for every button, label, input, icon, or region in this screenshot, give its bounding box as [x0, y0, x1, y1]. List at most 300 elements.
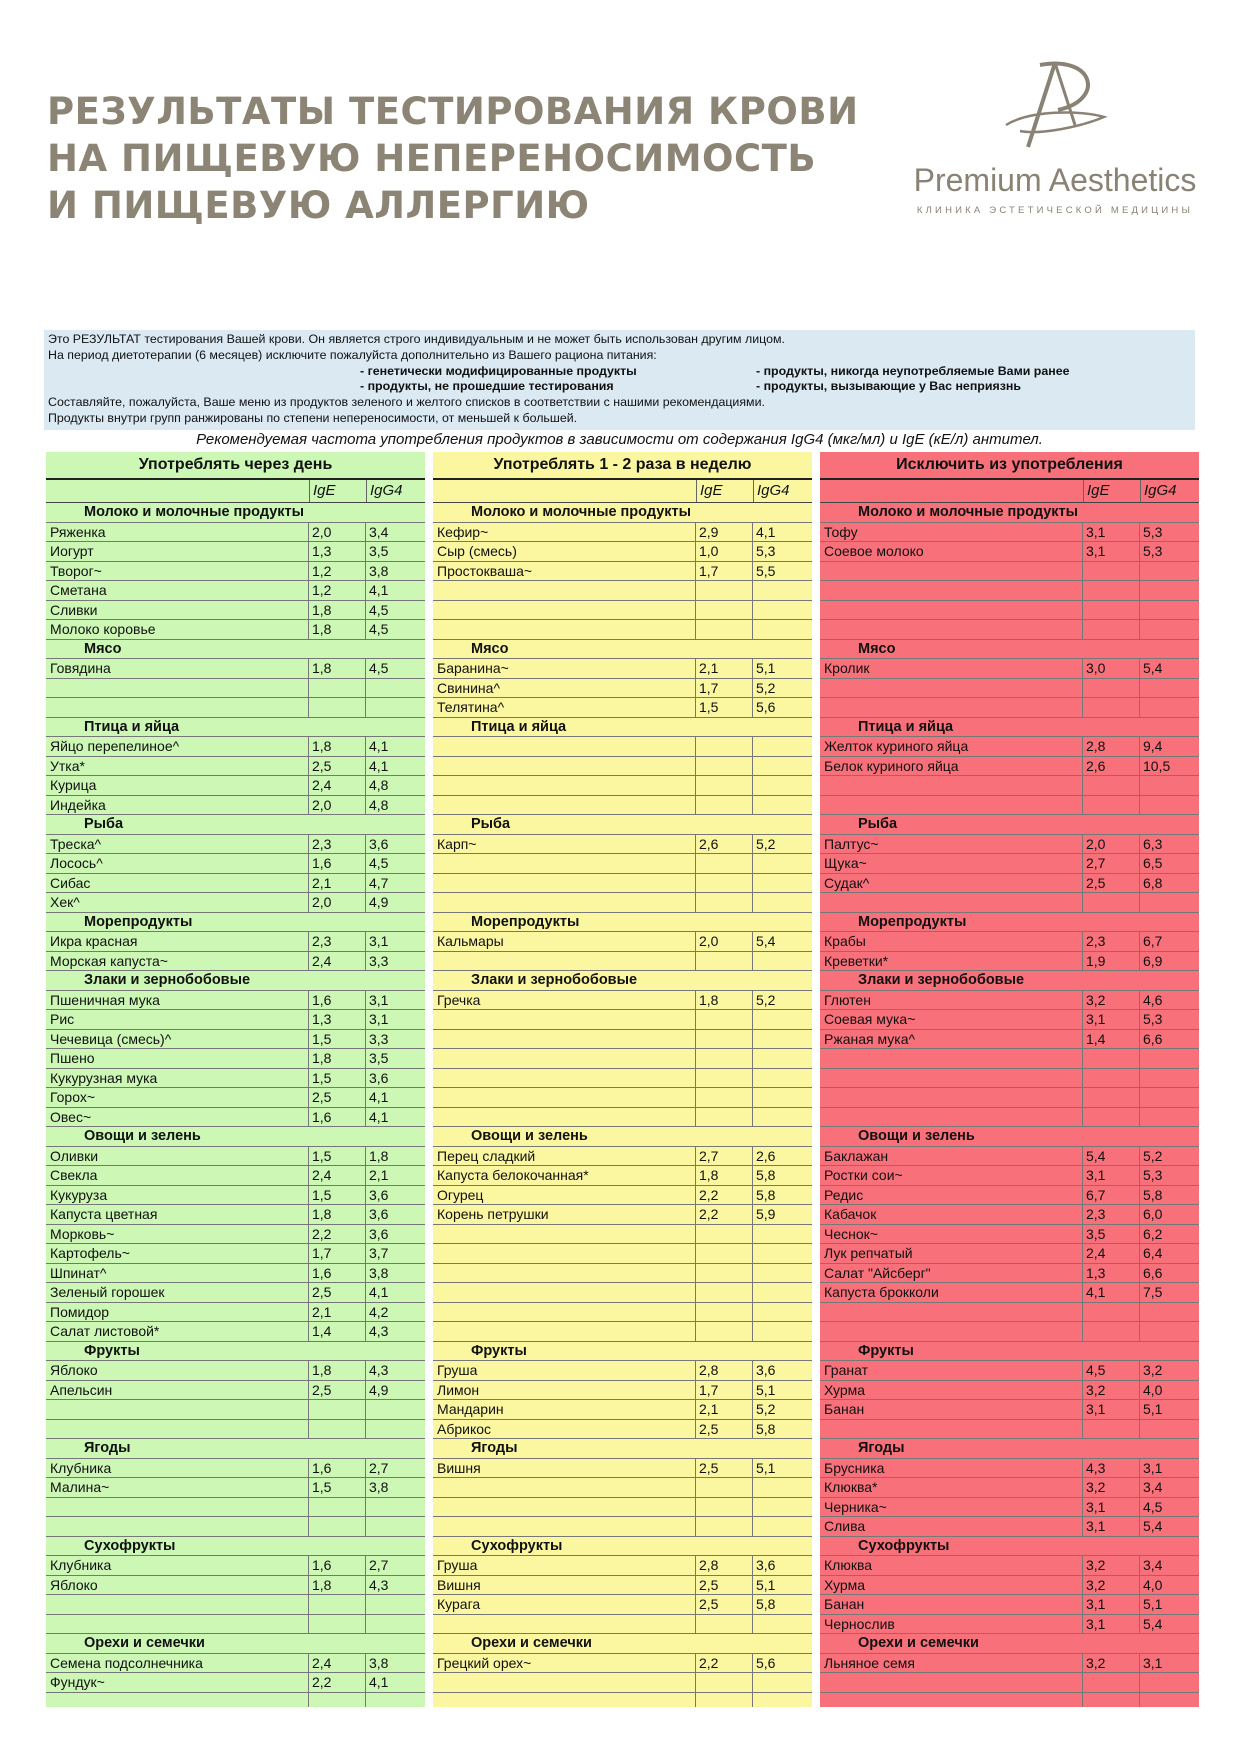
ige-value: 1,8 [696, 1166, 753, 1185]
table-row [46, 1147, 425, 1167]
product-name: Апельсин [46, 1381, 309, 1400]
ige-value: 3,2 [1083, 1556, 1140, 1575]
info-exclusions [48, 379, 1191, 395]
category-label: Орехи и семечки [84, 1635, 205, 1651]
igg4-value: 5,2 [1143, 1147, 1163, 1164]
category-row [46, 971, 425, 991]
product-name [433, 1225, 696, 1244]
column-every-other-day [46, 452, 425, 1707]
igg4-value: 2,7 [369, 1557, 389, 1573]
igg4-value: 2,6 [756, 1147, 776, 1164]
product-name [433, 1088, 696, 1107]
category-label: Мясо [84, 640, 122, 657]
igg4-value [753, 952, 810, 971]
igg4-value [753, 1244, 810, 1263]
product-name: Морковь~ [46, 1225, 309, 1244]
ige-value [696, 1088, 753, 1107]
table-row [820, 1264, 1199, 1284]
igg4-value [1140, 679, 1197, 698]
table-row [433, 1381, 812, 1401]
ige-value: 2,0 [696, 932, 753, 951]
product-name: Курица [46, 776, 309, 795]
ige-value: 1,8 [309, 1049, 366, 1068]
table-row [433, 932, 812, 952]
product-name [433, 952, 696, 971]
ige-value: 2,8 [696, 1361, 753, 1380]
product-name: Сметана [46, 581, 309, 600]
column-once-twice-week [433, 452, 812, 1707]
ige-value: 1,6 [309, 1108, 366, 1127]
table-row [46, 1693, 425, 1708]
product-header-cell [46, 480, 310, 502]
ige-value [696, 1225, 753, 1244]
product-name: Шпинат^ [46, 1264, 309, 1283]
product-name: Перец сладкий [433, 1147, 696, 1166]
ige-value: 2,0 [309, 893, 366, 912]
column-title: Исключить из употребления [820, 452, 1199, 480]
ige-value: 2,3 [1083, 932, 1140, 951]
table-row [46, 893, 425, 913]
igg4-value: 3,6 [369, 835, 389, 852]
product-name: Банан [820, 1400, 1083, 1419]
table-row [46, 601, 425, 621]
category-label: Молоко и молочные продукты [471, 504, 692, 520]
ige-value: 1,6 [309, 991, 366, 1010]
ige-value [1083, 1108, 1140, 1127]
ige-value: 3,1 [1083, 1166, 1140, 1185]
ige-value: 1,8 [309, 1361, 366, 1380]
product-name [46, 1595, 309, 1614]
table-row [46, 1381, 425, 1401]
table-row [46, 1673, 425, 1693]
product-name: Малина~ [46, 1478, 309, 1497]
ige-value: 6,7 [1083, 1186, 1140, 1205]
igg4-value: 3,8 [369, 562, 389, 579]
igg4-value: 4,1 [756, 523, 776, 540]
igg4-value: 3,4 [1143, 1557, 1163, 1573]
igg4-value [1140, 1108, 1197, 1127]
table-row [820, 1225, 1199, 1245]
title-line-1: РЕЗУЛЬТАТЫ ТЕСТИРОВАНИЯ КРОВИ [47, 90, 859, 133]
table-row [820, 1030, 1199, 1050]
ige-value: 2,1 [696, 1400, 753, 1419]
ige-value: 1,6 [309, 1264, 366, 1283]
igg4-value: 5,1 [1143, 1401, 1163, 1417]
category-row [433, 640, 812, 660]
ige-value: 3,1 [1083, 1400, 1140, 1419]
product-name: Креветки* [820, 952, 1083, 971]
ige-value: 2,5 [696, 1595, 753, 1614]
ige-header: IgE [1084, 480, 1141, 502]
ige-value: 2,5 [696, 1576, 753, 1595]
ige-value [1083, 1303, 1140, 1322]
table-row [433, 562, 812, 582]
product-name [820, 1322, 1083, 1341]
product-name: Лимон [433, 1381, 696, 1400]
igg4-value: 4,7 [369, 874, 389, 891]
category-row [46, 1439, 425, 1459]
product-name: Кролик [820, 659, 1083, 678]
ige-value: 2,0 [1083, 835, 1140, 854]
table-row [820, 1088, 1199, 1108]
igg4-value [753, 1069, 810, 1088]
ige-value [1083, 776, 1140, 795]
product-name: Рис [46, 1010, 309, 1029]
igg4-value: 6,6 [1143, 1030, 1163, 1047]
table-row [433, 1498, 812, 1518]
igg4-value [366, 1595, 423, 1614]
igg4-value: 6,9 [1143, 952, 1163, 969]
ige-value [309, 1693, 366, 1708]
ige-value [309, 1400, 366, 1419]
ige-value: 1,8 [309, 1205, 366, 1224]
table-row [46, 562, 425, 582]
column-exclude [820, 452, 1199, 1707]
table-row [433, 1576, 812, 1596]
product-name [433, 874, 696, 893]
product-name [433, 1615, 696, 1634]
product-name: Икра красная [46, 932, 309, 951]
table-row [820, 1069, 1199, 1089]
igg4-value: 5,8 [756, 1420, 776, 1437]
ige-value: 3,2 [1083, 1381, 1140, 1400]
igg4-value: 3,6 [369, 1225, 389, 1242]
product-name: Соевая мука~ [820, 1010, 1083, 1029]
table-row [46, 542, 425, 562]
ige-value [309, 1517, 366, 1536]
igg4-value: 4,9 [369, 1381, 389, 1398]
ige-value [696, 874, 753, 893]
ige-value [696, 893, 753, 912]
product-name: Зеленый горошек [46, 1283, 309, 1302]
table-row [820, 601, 1199, 621]
ige-value: 2,7 [1083, 854, 1140, 873]
product-name: Простокваша~ [433, 562, 696, 581]
table-row [820, 1361, 1199, 1381]
igg4-value [753, 1108, 810, 1127]
igg4-value: 4,1 [369, 1674, 389, 1690]
product-name [433, 1303, 696, 1322]
table-row [820, 776, 1199, 796]
table-row [433, 698, 812, 718]
category-row [46, 1634, 425, 1654]
ige-value: 2,2 [309, 1225, 366, 1244]
category-label: Молоко и молочные продукты [84, 504, 305, 520]
ige-value [696, 1069, 753, 1088]
product-name: Салат листовой* [46, 1322, 309, 1341]
table-row [820, 1400, 1199, 1420]
ige-value [1083, 581, 1140, 600]
table-row [433, 835, 812, 855]
product-name: Огурец [433, 1186, 696, 1205]
product-name [433, 1244, 696, 1263]
table-row [820, 1322, 1199, 1342]
igg4-value: 4,5 [1143, 1498, 1163, 1515]
product-name: Грецкий орех~ [433, 1654, 696, 1673]
igg4-value: 3,1 [1143, 1459, 1163, 1476]
table-row [46, 1615, 425, 1635]
category-label: Морепродукты [84, 913, 193, 930]
product-name: Телятина^ [433, 698, 696, 717]
ige-value [696, 1693, 753, 1708]
product-name [433, 737, 696, 756]
category-row [433, 1537, 812, 1557]
igg4-value [1140, 796, 1197, 815]
product-name: Яблоко [46, 1361, 309, 1380]
product-name: Хек^ [46, 893, 309, 912]
product-name [433, 1517, 696, 1536]
category-row [820, 640, 1199, 660]
table-row [433, 1322, 812, 1342]
product-name [433, 1108, 696, 1127]
title-line-2: НА ПИЩЕВУЮ НЕПЕРЕНОСИМОСТЬ [47, 137, 817, 180]
category-label: Овощи и зелень [471, 1128, 588, 1144]
table-row [46, 1322, 425, 1342]
igg4-value: 4,6 [1143, 991, 1163, 1008]
product-name [820, 1693, 1083, 1708]
ige-value: 2,4 [309, 1166, 366, 1185]
igg4-value [1140, 601, 1197, 620]
table-row [46, 1166, 425, 1186]
column-subheader [46, 480, 425, 503]
igg4-value [366, 1693, 423, 1708]
product-name [820, 698, 1083, 717]
ige-value [1083, 679, 1140, 698]
product-name [820, 1303, 1083, 1322]
igg4-value: 3,8 [369, 1654, 389, 1671]
igg4-value [753, 1264, 810, 1283]
ige-value: 1,3 [309, 1010, 366, 1029]
product-name: Гранат [820, 1361, 1083, 1380]
product-name: Тофу [820, 523, 1083, 542]
category-row [46, 815, 425, 835]
igg4-value [753, 1049, 810, 1068]
igg4-value: 7,5 [1143, 1284, 1163, 1300]
info-exclusions [48, 364, 1191, 380]
ige-value: 3,1 [1083, 1615, 1140, 1634]
igg4-value: 4,1 [369, 1284, 389, 1300]
igg4-value: 6,5 [1143, 855, 1163, 871]
igg4-value [1140, 1303, 1197, 1322]
table-row [46, 1303, 425, 1323]
table-row [46, 952, 425, 972]
ige-value [696, 581, 753, 600]
product-name: Черника~ [820, 1498, 1083, 1517]
ige-value: 2,5 [309, 757, 366, 776]
igg4-value: 3,4 [369, 523, 389, 540]
igg4-value: 3,3 [369, 1030, 389, 1047]
product-name: Яйцо перепелиное^ [46, 737, 309, 756]
category-label: Орехи и семечки [471, 1635, 592, 1651]
product-name: Хурма [820, 1381, 1083, 1400]
category-label: Мясо [471, 640, 509, 657]
table-row [46, 1400, 425, 1420]
ige-value [309, 1615, 366, 1634]
igg4-value: 5,6 [756, 699, 776, 715]
igg4-value [1140, 776, 1197, 795]
ige-value: 1,8 [309, 620, 366, 639]
product-name [433, 1498, 696, 1517]
product-name: Щука~ [820, 854, 1083, 873]
igg4-value: 5,4 [756, 933, 776, 949]
igg4-value [366, 1400, 423, 1419]
product-name [46, 1693, 309, 1708]
product-name [820, 1673, 1083, 1692]
ige-value [696, 1517, 753, 1536]
igg4-value: 3,1 [369, 1011, 389, 1027]
table-row [46, 1049, 425, 1069]
table-row [46, 932, 425, 952]
category-label: Сухофрукты [84, 1537, 176, 1554]
table-row [433, 1186, 812, 1206]
table-row [46, 1654, 425, 1674]
igg4-value [366, 1615, 423, 1634]
category-row [46, 1537, 425, 1557]
category-label: Мясо [858, 640, 896, 657]
igg4-value [1140, 1693, 1197, 1708]
ige-value [1083, 620, 1140, 639]
igg4-value: 3,6 [369, 1069, 389, 1086]
igg4-value: 5,8 [756, 1596, 776, 1612]
igg4-value: 5,1 [756, 1576, 776, 1593]
igg4-value [1140, 1673, 1197, 1692]
table-row [46, 1010, 425, 1030]
table-row [46, 1498, 425, 1518]
product-name: Льняное семя [820, 1654, 1083, 1673]
igg4-value: 5,3 [1143, 543, 1163, 559]
ige-value: 2,2 [309, 1673, 366, 1692]
table-row [46, 737, 425, 757]
ige-value [1083, 893, 1140, 912]
ige-value: 2,8 [696, 1556, 753, 1575]
ige-value: 2,2 [696, 1186, 753, 1205]
table-row [433, 1264, 812, 1284]
category-label: Рыба [471, 816, 511, 832]
ige-value: 1,8 [309, 659, 366, 678]
product-name [46, 679, 309, 698]
table-row [433, 1010, 812, 1030]
category-row [433, 503, 812, 523]
table-row [433, 1361, 812, 1381]
igg4-value: 3,3 [369, 952, 389, 969]
product-name: Клюква [820, 1556, 1083, 1575]
table-row [46, 854, 425, 874]
igg4-value [1140, 1322, 1197, 1341]
ige-value: 3,1 [1083, 1517, 1140, 1536]
igg4-value: 3,8 [369, 1264, 389, 1281]
product-name [433, 854, 696, 873]
product-name: Слива [820, 1517, 1083, 1536]
title-line-3: И ПИЩЕВУЮ АЛЛЕРГИЮ [47, 184, 590, 227]
igg4-value [1140, 1069, 1197, 1088]
exclusion-item: - продукты, вызывающие у Вас неприязнь [756, 379, 1021, 394]
ige-value: 1,7 [696, 1381, 753, 1400]
igg4-value [753, 1225, 810, 1244]
igg4-value: 6,8 [1143, 874, 1163, 891]
category-row [46, 718, 425, 738]
ige-value [696, 1673, 753, 1692]
table-row [46, 1361, 425, 1381]
ige-value [1083, 1673, 1140, 1692]
product-name: Клубника [46, 1556, 309, 1575]
igg4-value [753, 737, 810, 756]
igg4-value: 3,5 [369, 543, 389, 559]
ige-value: 2,4 [309, 1654, 366, 1673]
igg4-value [753, 776, 810, 795]
ige-value: 1,8 [309, 601, 366, 620]
igg4-value [1140, 581, 1197, 600]
igg4-value: 5,3 [1143, 1011, 1163, 1027]
category-label: Овощи и зелень [84, 1128, 201, 1144]
brand-name: Premium Aesthetics [913, 162, 1197, 198]
category-row [433, 1342, 812, 1362]
ige-value: 2,5 [309, 1283, 366, 1302]
igg4-value: 3,4 [1143, 1479, 1163, 1495]
ige-value [309, 679, 366, 698]
igg4-value: 5,4 [1143, 1615, 1163, 1632]
product-name: Семена подсолнечника [46, 1654, 309, 1673]
product-name: Пшено [46, 1049, 309, 1068]
product-name: Капуста брокколи [820, 1283, 1083, 1302]
igg4-value: 3,5 [369, 1050, 389, 1066]
product-name [433, 893, 696, 912]
igg4-value: 5,1 [1143, 1596, 1163, 1612]
ige-value: 3,1 [1083, 542, 1140, 561]
igg4-value: 4,1 [369, 582, 389, 598]
ige-value: 2,8 [1083, 737, 1140, 756]
table-row [433, 1049, 812, 1069]
igg4-value: 6,0 [1143, 1206, 1163, 1222]
product-name: Ряженка [46, 523, 309, 542]
table-row [433, 581, 812, 601]
ige-value: 1,4 [309, 1322, 366, 1341]
product-name: Курага [433, 1595, 696, 1614]
ige-value [1083, 1069, 1140, 1088]
igg4-value: 4,5 [369, 601, 389, 618]
ige-value [696, 796, 753, 815]
igg4-value: 3,6 [756, 1557, 776, 1573]
igg4-value: 3,6 [756, 1362, 776, 1378]
category-label: Фрукты [84, 1342, 140, 1359]
table-row [433, 1069, 812, 1089]
ige-value: 1,3 [309, 542, 366, 561]
product-name: Индейка [46, 796, 309, 815]
igg4-value [366, 1517, 423, 1536]
table-row [46, 1478, 425, 1498]
ige-value [696, 757, 753, 776]
table-row [820, 659, 1199, 679]
igg4-value: 3,2 [1143, 1362, 1163, 1378]
product-name [433, 1010, 696, 1029]
ige-value [309, 1595, 366, 1614]
product-name [820, 1049, 1083, 1068]
ige-value: 1,4 [1083, 1030, 1140, 1049]
ige-value [696, 1030, 753, 1049]
ige-value: 1,0 [696, 542, 753, 561]
table-row [46, 1088, 425, 1108]
table-row [820, 581, 1199, 601]
igg4-value: 5,9 [756, 1206, 776, 1222]
igg4-value: 3,8 [369, 1479, 389, 1495]
product-name: Банан [820, 1595, 1083, 1614]
table-row [433, 1303, 812, 1323]
ige-value: 1,8 [309, 1576, 366, 1595]
igg4-value [753, 1615, 810, 1634]
ige-header: IgE [310, 480, 367, 502]
igg4-value [753, 757, 810, 776]
product-name: Сибас [46, 874, 309, 893]
table-row [820, 1615, 1199, 1635]
